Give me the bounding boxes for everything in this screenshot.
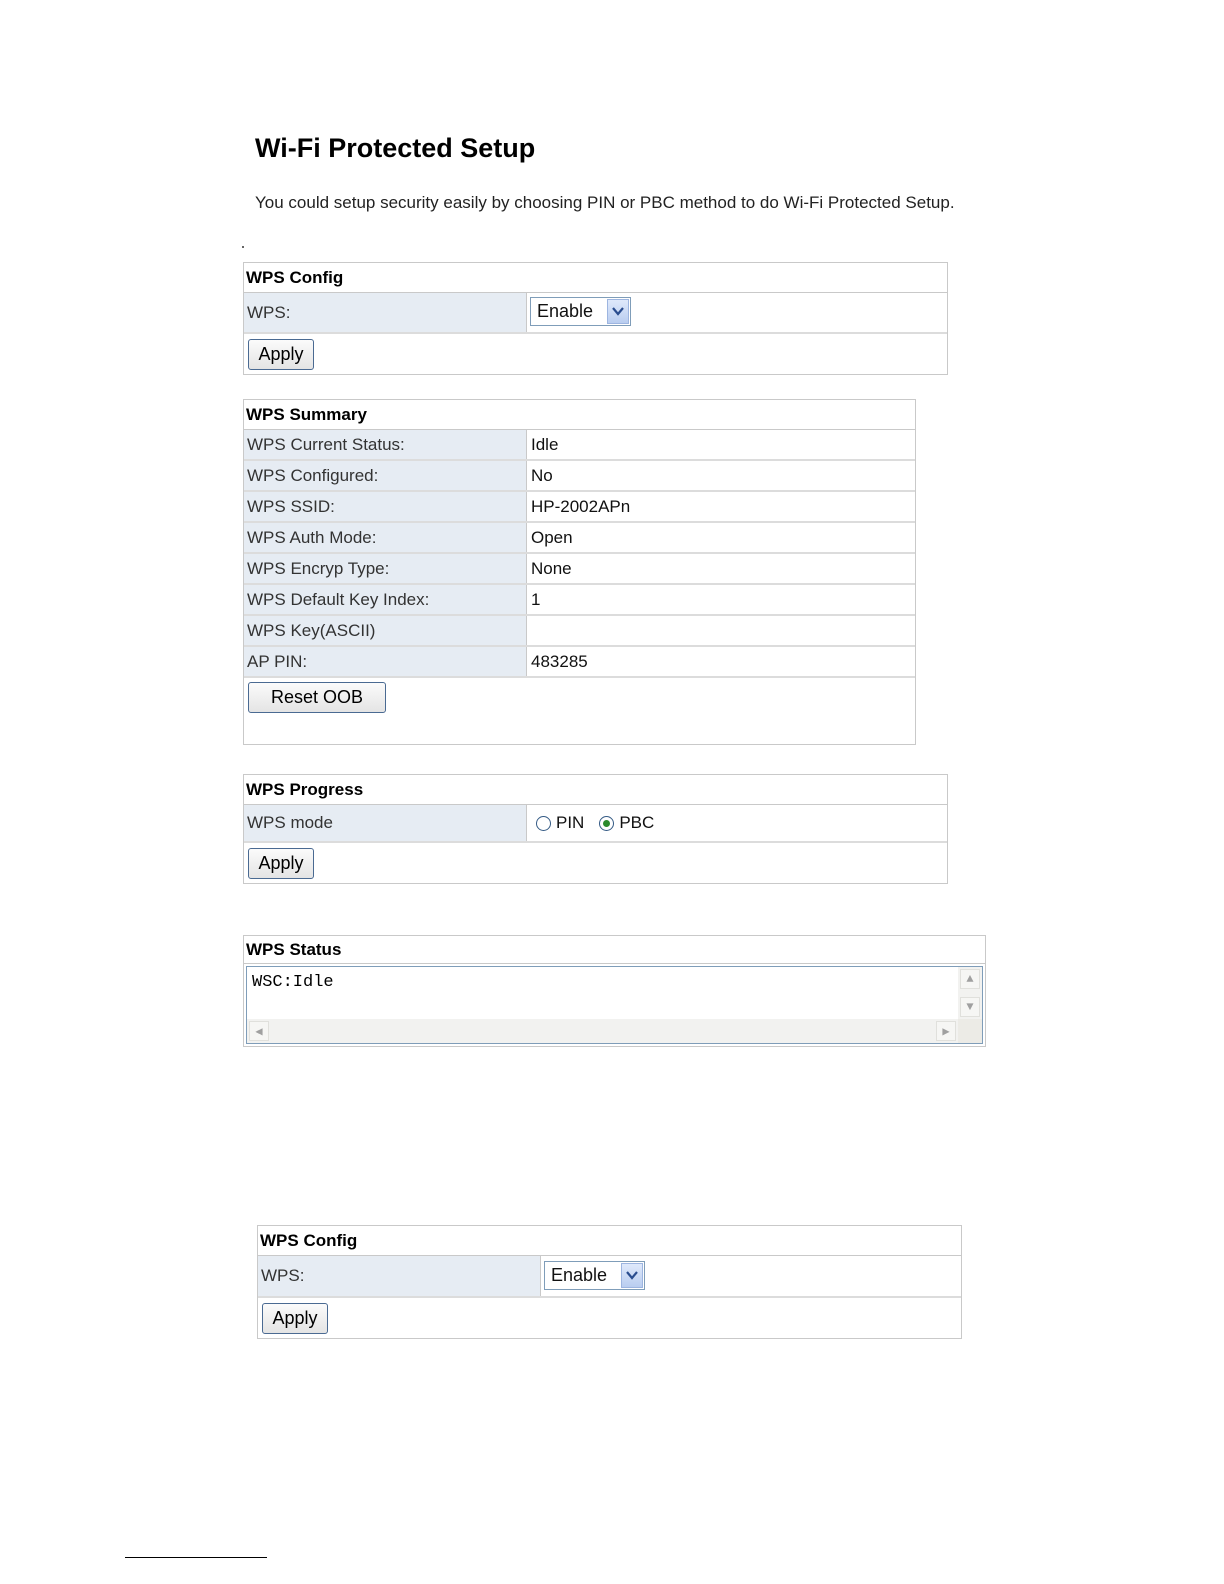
chevron-down-icon[interactable] (621, 1263, 643, 1288)
pin-radio-label: PIN (556, 813, 585, 832)
summary-row (244, 492, 915, 523)
summary-row (244, 647, 915, 678)
wps-select[interactable] (544, 1261, 645, 1290)
summary-row (244, 461, 915, 492)
wps-select-value: Enable (551, 1265, 608, 1285)
wps-value-cell (541, 1256, 961, 1296)
apply-button[interactable]: Apply (248, 339, 314, 370)
summary-row-value: None (527, 554, 915, 583)
wps-config-row (258, 1256, 961, 1298)
reset-row (244, 678, 915, 746)
wps-progress-header: WPS Progress (244, 775, 947, 805)
summary-row (244, 430, 915, 461)
summary-row-value: 1 (527, 585, 915, 614)
wps-config-apply-row (244, 334, 947, 376)
wps-select-value: Enable (537, 301, 594, 321)
chevron-down-icon[interactable] (607, 299, 629, 324)
radio-selected-dot (603, 820, 610, 827)
pbc-radio[interactable] (599, 816, 614, 831)
summary-row-label: WPS Default Key Index: (244, 585, 527, 614)
summary-row-value: No (527, 461, 915, 490)
scroll-up-icon[interactable]: ▲ (960, 969, 980, 989)
summary-row-label: WPS SSID: (244, 492, 527, 521)
stray-mark (242, 246, 244, 248)
wps-config-apply-row (258, 1298, 961, 1340)
vertical-scrollbar[interactable] (958, 967, 982, 1019)
pin-radio[interactable] (536, 816, 551, 831)
wps-status-text: WSC:Idle (252, 973, 334, 992)
wps-summary-header: WPS Summary (244, 400, 915, 430)
wps-mode-row (244, 805, 947, 843)
wps-status-panel (243, 935, 986, 1047)
wps-config-row (244, 293, 947, 334)
wps-status-textarea[interactable] (246, 966, 983, 1044)
summary-row-label: WPS Auth Mode: (244, 523, 527, 552)
wps-label: WPS: (258, 1256, 541, 1296)
page-title: Wi-Fi Protected Setup (255, 133, 536, 163)
summary-row-value (527, 616, 915, 645)
wps-config-panel (243, 262, 948, 375)
summary-row-label: WPS Key(ASCII) (244, 616, 527, 645)
reset-oob-button[interactable]: Reset OOB (248, 682, 386, 713)
summary-row (244, 616, 915, 647)
horizontal-scrollbar[interactable] (247, 1019, 958, 1043)
summary-row (244, 523, 915, 554)
wps-progress-apply-row (244, 843, 947, 885)
summary-row-label: WPS Encryp Type: (244, 554, 527, 583)
wps-config-panel-2 (257, 1225, 962, 1339)
summary-row (244, 585, 915, 616)
scroll-left-icon[interactable]: ◀ (249, 1021, 269, 1041)
wps-summary-panel (243, 399, 916, 745)
summary-row-value: Open (527, 523, 915, 552)
wps-progress-panel (243, 774, 948, 884)
summary-row-label: AP PIN: (244, 647, 527, 676)
summary-row-value: 483285 (527, 647, 915, 676)
wps-mode-options (527, 805, 947, 841)
wps-status-header: WPS Status (244, 936, 985, 964)
pbc-radio-label: PBC (619, 813, 655, 832)
intro-text: You could setup security easily by choosing PIN or PBC method to do Wi-Fi Protected Setup. (255, 193, 955, 212)
summary-row-value: Idle (527, 430, 915, 459)
wps-config-header: WPS Config (244, 263, 947, 293)
wps-select[interactable] (530, 297, 631, 326)
wps-value-cell (527, 293, 947, 332)
scroll-right-icon[interactable]: ▶ (936, 1021, 956, 1041)
wps-mode-label: WPS mode (244, 805, 527, 841)
summary-row-label: WPS Current Status: (244, 430, 527, 459)
wps-config-header: WPS Config (258, 1226, 961, 1256)
wps-label: WPS: (244, 293, 527, 332)
summary-row-value: HP-2002APn (527, 492, 915, 521)
footnote-rule (125, 1557, 267, 1558)
apply-button[interactable]: Apply (262, 1303, 328, 1334)
scroll-down-icon[interactable]: ▼ (960, 997, 980, 1017)
scrollbar-corner (958, 1019, 982, 1043)
summary-row-label: WPS Configured: (244, 461, 527, 490)
apply-button[interactable]: Apply (248, 848, 314, 879)
summary-row (244, 554, 915, 585)
